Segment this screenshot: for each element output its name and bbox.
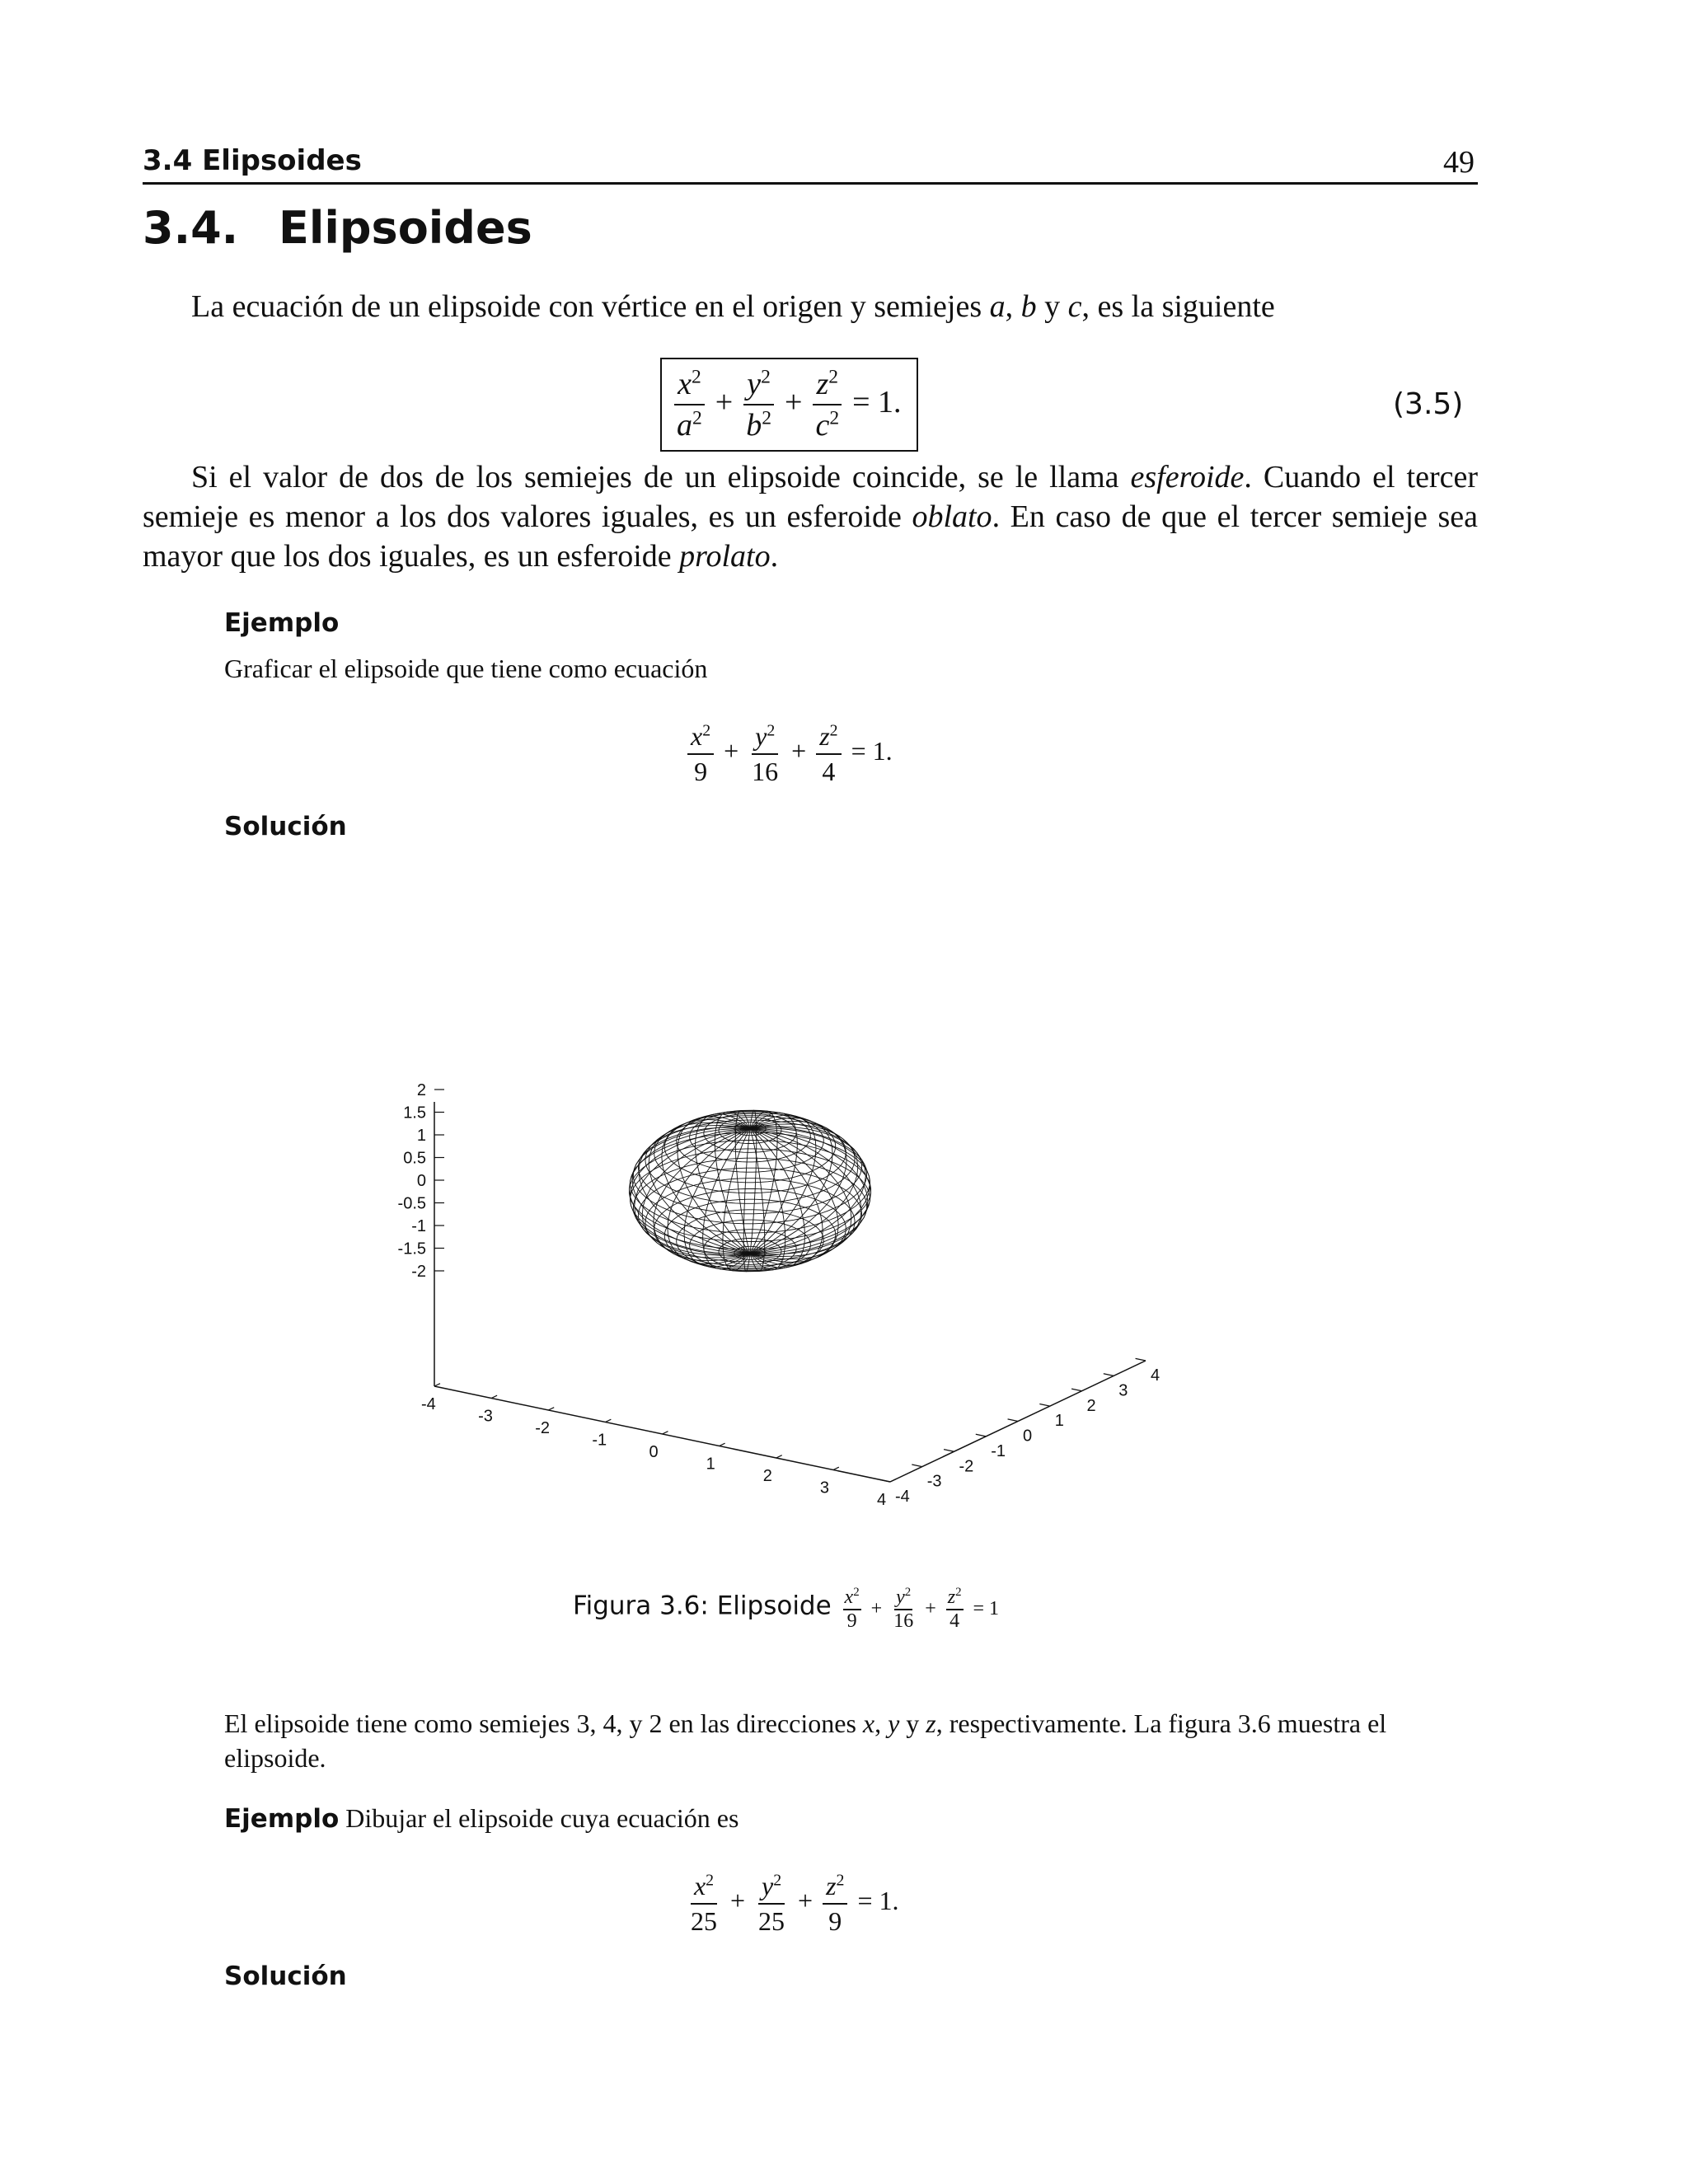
running-head-title: 3.4 Elipsoides [143,144,362,177]
z-tick-label: -0.5 [397,1194,426,1213]
figure-caption-equation: $\frac{x^2}{9}$ + $\frac{y^2}{16}$ + $\frac{z^2}{4}$ = 1 [844,1586,1000,1632]
ellipsoid-meridian [662,1119,750,1254]
y-tick-label: 4 [1151,1366,1160,1385]
y-tick-label: -3 [926,1472,942,1491]
y-tick-label: 1 [1054,1412,1064,1431]
x-tick-label: 0 [649,1443,659,1461]
x-tick-label: -2 [535,1419,551,1437]
boxed-ellipsoid-equation: $\frac{x^2}{a^2}$ + $\frac{y^2}{b^2}$ + $\frac{z^2}{c^2}$ = 1. [660,358,918,452]
intro-paragraph [191,287,1477,326]
ellipsoid-parallel [704,1113,796,1152]
y-tick-label: -1 [991,1441,1006,1460]
x-tick-mark [605,1419,611,1422]
y-tick-mark [976,1434,986,1436]
intro-sep-1: , [1005,289,1021,324]
y-tick-mark [1104,1374,1114,1376]
x-tick-mark [548,1408,554,1410]
intro-sep-2: y [1036,289,1068,324]
intro-text-end: , es la siguiente [1081,289,1275,324]
section-heading [143,202,532,254]
spheroid-paragraph: Si el valor de dos de los semiejes de un elipsoide coincide, se le llama esferoide. Cuando el tercer semieje es menor a los dos valores iguales, es un esferoide oblato. En caso de que el tercer semieje sea mayor que los dos iguales, es un esferoide prolato. [143,460,1478,574]
y-tick-label: 2 [1086,1396,1096,1415]
ellipsoid-meridian [750,1128,838,1263]
y-tick-mark [1071,1389,1081,1391]
intro-var-c: c [1067,289,1082,324]
example-2-label: Ejemplo [224,1804,340,1834]
fraction-z: $\frac{z^2}{c^2}$ [812,366,842,443]
ellipsoid-meridian [668,1128,750,1264]
x-tick-mark [776,1455,782,1458]
example-1-text: Graficar el elipsoide que tiene como ecuación [224,654,708,683]
x-tick-mark [833,1467,839,1469]
section-number: 3.4. [143,202,239,254]
example-2 [224,1801,738,1836]
z-tick-label: -1 [411,1217,426,1235]
running-head [143,144,1478,185]
z-tick-label: -1.5 [397,1240,426,1258]
ellipsoid-parallel [704,1230,796,1268]
ellipsoid-parallel [677,1210,824,1272]
section-title: Elipsoides [279,202,532,254]
solution-1-label: Solución [224,812,347,841]
y-tick-mark [1039,1404,1049,1407]
z-tick-label: 1 [416,1127,426,1145]
term-oblato: oblato [912,499,992,534]
z-tick-label: 0 [416,1172,426,1190]
x-tick-mark [890,1479,896,1482]
x-tick-label: -4 [421,1395,436,1413]
term-prolato: prolato [679,539,771,574]
ellipsoid-meridian [750,1118,832,1254]
intro-var-a: a [989,289,1006,324]
page-number: 49 [1443,145,1475,180]
x-tick-label: 3 [819,1479,829,1497]
x-tick-mark [720,1443,725,1446]
ellipsoid-wireframe-plot [363,1005,1203,1533]
equation-number: (3.5) [1393,387,1464,421]
x-tick-label: 2 [762,1467,772,1485]
intro-var-b: b [1020,289,1037,324]
y-tick-mark [944,1450,954,1452]
y-tick-mark [880,1479,890,1482]
solution-2-label: Solución [224,1961,347,1991]
x-tick-label: -3 [478,1407,493,1426]
z-tick-label: -2 [411,1263,426,1281]
z-tick-label: 2 [416,1081,426,1099]
y-tick-label: 0 [1023,1427,1033,1446]
figure-caption-prefix: Figura 3.6: Elipsoide [573,1591,832,1621]
y-tick-label: -2 [959,1457,974,1476]
example-2-text: Dibujar el elipsoide cuya ecuación es [339,1803,739,1833]
z-tick-label: 0.5 [403,1149,426,1168]
y-tick-mark [1008,1419,1018,1422]
example-2-equation: $\frac{x^2}{25}$ + $\frac{y^2}{25}$ + $\frac{z^2}{9}$ = 1. [691,1871,899,1936]
y-tick-mark [1136,1358,1146,1361]
figure-caption [573,1586,1006,1633]
fraction-x: $\frac{x^2}{a^2}$ [673,366,706,443]
x-tick-mark [491,1395,497,1398]
x-tick-label: 1 [706,1455,715,1474]
x-tick-label: -1 [592,1431,607,1450]
example-1-equation: $\frac{x^2}{9}$ + $\frac{y^2}{16}$ + $\frac{z^2}{4}$ = 1. [684,721,899,787]
example-1-label: Ejemplo [224,608,340,638]
term-esferoide: esferoide [1130,460,1245,494]
intro-text-start: La ecuación de un elipsoide con vértice en el origen y semiejes [191,289,990,324]
z-tick-label: 1.5 [403,1104,426,1122]
figure-description: El elipsoide tiene como semiejes 3, 4, y 2 en las direcciones x, y y z, respectivamente. La figura 3.6 muestra el elipsoide. [224,1708,1387,1773]
y-tick-label: -4 [895,1488,910,1506]
y-tick-label: 3 [1118,1381,1128,1400]
y-tick-mark [912,1465,921,1467]
x-tick-mark [663,1432,668,1434]
fraction-y: $\frac{y^2}{b^2}$ [743,366,775,443]
equation-rhs: = 1. [852,384,902,419]
x-tick-mark [434,1384,440,1386]
x-tick-label: 4 [877,1491,887,1509]
